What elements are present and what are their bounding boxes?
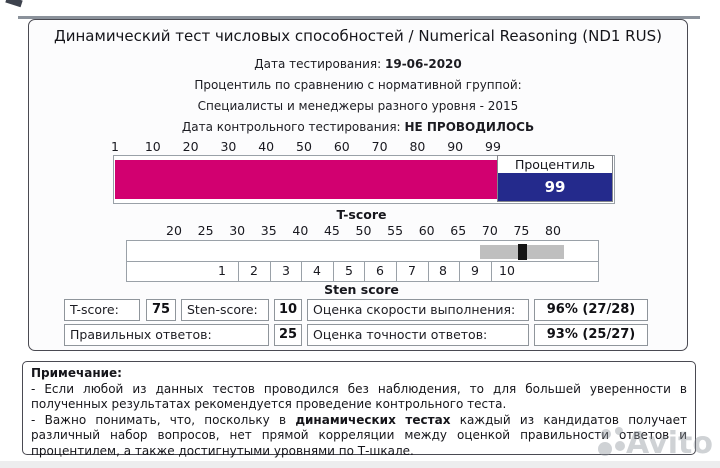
tscore-tick: 20	[166, 223, 182, 238]
sten-stat-value: 10	[274, 299, 302, 321]
sten-cell-label: 4	[313, 263, 321, 278]
accuracy-stat-label: Оценка точности ответов:	[307, 324, 529, 346]
percentile-tick: 80	[409, 139, 426, 154]
control-date-label: Дата контрольного тестирования:	[181, 120, 401, 134]
sten-score-title: Sten score	[324, 282, 399, 297]
sten-cell-label: 6	[376, 263, 384, 278]
tscore-tick: 65	[450, 223, 467, 238]
percentile-tick: 50	[296, 139, 312, 154]
sten-cell-label: 5	[345, 263, 353, 278]
tscore-tick: 75	[513, 223, 530, 238]
sten-cell-divider	[428, 262, 429, 281]
note-box	[22, 361, 696, 458]
sten-cell-label: 3	[282, 263, 290, 278]
sten-cell-divider	[270, 262, 271, 281]
tscore-tick: 30	[229, 223, 246, 238]
speed-stat-label: Оценка скорости выполнения:	[307, 299, 529, 321]
percentile-tick: 1	[111, 139, 119, 154]
sten-cell-divider	[396, 262, 397, 281]
tscore-marker	[518, 244, 527, 260]
sten-cell-label: 2	[250, 263, 258, 278]
note-bullet-1: - Если любой из данных тестов проводился без наблюдения, то для большей уверенности в полученных результатах рекомендуется проведение контрольного теста.	[31, 381, 687, 411]
sten-cell-divider	[238, 262, 239, 281]
sten-cell-label: 1	[218, 263, 226, 278]
tscore-tick: 40	[292, 223, 309, 238]
note-heading: Примечание:	[31, 366, 122, 380]
tscore-axis	[126, 223, 597, 237]
tscore-tick: 70	[481, 223, 498, 238]
control-date-line	[30, 120, 686, 134]
test-date-line	[30, 57, 686, 71]
percentile-value-box	[497, 155, 613, 202]
tscore-title: T-score	[336, 207, 387, 222]
tscore-tick: 60	[418, 223, 435, 238]
tscore-tick: 45	[323, 223, 340, 238]
percentile-bar	[115, 160, 497, 199]
sten-cell-label: 8	[439, 263, 447, 278]
speed-stat-value: 96% (27/28)	[534, 299, 648, 321]
percentile-tick: 60	[333, 139, 350, 154]
tscore-stat-label: T-score:	[64, 299, 140, 321]
tscore-tick: 25	[197, 223, 214, 238]
percentile-tick: 40	[258, 139, 275, 154]
note-bullet-2: - Важно понимать, что, поскольку в динамических тестах каждый из кандидатов получает различный набор вопросов, нет прямой корреляции между оценкой правильности ответов и процентилем, а также достигнутыми уровнями по Т-шкале.	[31, 412, 687, 458]
sten-cell-divider	[333, 262, 334, 281]
sten-cell-divider	[364, 262, 365, 281]
norm-group-name: Специалисты и менеджеры разного уровня - 2015	[197, 99, 519, 113]
tscore-tick: 35	[260, 223, 277, 238]
test-date-label: Дата тестирования:	[254, 57, 382, 71]
sten-cell-label: 10	[499, 263, 515, 278]
tscore-tick: 80	[545, 223, 561, 238]
avito-logo-icon	[596, 422, 626, 462]
percentile-tick: 10	[144, 139, 161, 154]
correct-answers-label: Правильных ответов:	[64, 324, 269, 346]
tscore-tick: 55	[387, 223, 404, 238]
accuracy-stat-value: 93% (25/27)	[534, 324, 648, 346]
percentile-label: Процентиль	[514, 157, 596, 172]
sten-cell-divider	[459, 262, 460, 281]
percentile-tick: 30	[220, 139, 237, 154]
cropped-ui-fragment	[5, 0, 22, 7]
norm-group-caption: Процентиль по сравнению с нормативной группой:	[194, 78, 522, 92]
correct-answers-value: 25	[274, 324, 302, 346]
percentile-tick: 99	[485, 139, 501, 154]
percentile-tick: 20	[182, 139, 199, 154]
percentile-tick: 90	[447, 139, 464, 154]
sten-score-row	[126, 261, 599, 282]
percentile-axis	[113, 139, 613, 153]
sten-cell-divider	[491, 262, 492, 281]
sten-cell-label: 9	[471, 263, 479, 278]
avito-watermark-text: Avito	[626, 426, 713, 461]
sten-cell-divider	[301, 262, 302, 281]
percentile-value: 99	[498, 173, 612, 201]
tscore-stat-value: 75	[146, 299, 176, 321]
control-date-value: НЕ ПРОВОДИЛОСЬ	[404, 120, 535, 134]
percentile-tick: 70	[371, 139, 388, 154]
sten-stat-label: Sten-score:	[181, 299, 269, 321]
page-title: Динамический тест числовых способностей / Numerical Reasoning (ND1 RUS)	[54, 27, 662, 45]
sten-cell-label: 7	[408, 263, 416, 278]
tscore-tick: 50	[355, 223, 372, 238]
avito-watermark	[600, 420, 720, 464]
test-date-value: 19-06-2020	[385, 57, 462, 71]
